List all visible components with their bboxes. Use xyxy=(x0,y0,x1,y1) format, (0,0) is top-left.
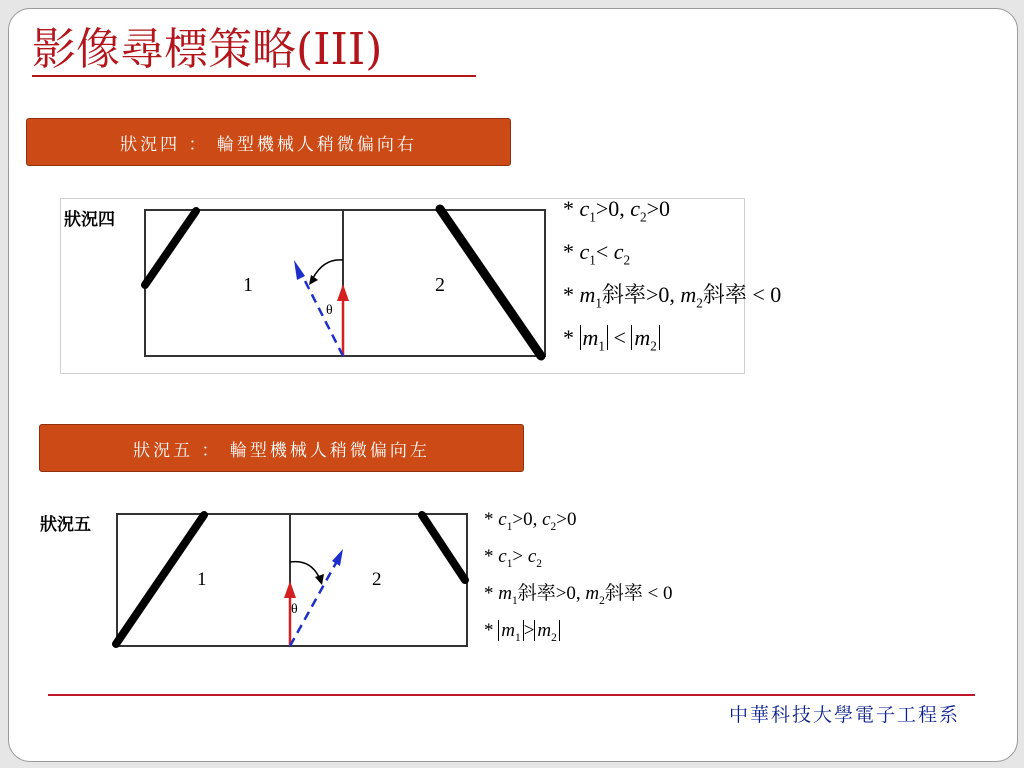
region-2-label: 2 xyxy=(372,569,382,590)
region-1-label: 1 xyxy=(197,569,207,590)
angle-arc-arrowhead xyxy=(315,574,324,585)
condition-line: * $c_1>0$, $c_2>0$ xyxy=(484,509,577,533)
case5-conditions xyxy=(484,509,673,657)
case4-conditions xyxy=(563,197,781,369)
right-lane-line xyxy=(440,209,541,356)
title-underline xyxy=(32,75,476,77)
robot-heading-arrowhead xyxy=(337,284,349,301)
footer-department: 中華科技大學電子工程系 xyxy=(728,704,960,726)
region-1-label: 1 xyxy=(243,274,253,296)
condition-line: * $c_1>0$, $c_2>0$ xyxy=(563,196,671,225)
target-direction-arrow xyxy=(302,275,343,356)
angle-arc xyxy=(290,562,319,577)
case5-banner: 狀況五 ： 輪型機械人稍微偏向左 xyxy=(39,424,524,472)
target-direction-arrowhead xyxy=(294,260,305,280)
case5-diagram-label: 狀況五 xyxy=(40,515,91,535)
page-title: 影像尋標策略(III) xyxy=(32,24,383,75)
case4-diagram-label: 狀況四 xyxy=(64,210,115,230)
condition-line: * $m_1$斜率>0, $m_2$斜率 < 0 xyxy=(484,583,673,607)
right-lane-line xyxy=(422,515,465,580)
left-lane-line xyxy=(116,515,204,644)
case5-diagram xyxy=(36,505,476,655)
field-outline xyxy=(145,210,545,356)
theta-label: θ xyxy=(291,602,298,617)
case4-banner: 狀況四 ： 輪型機械人稍微偏向右 xyxy=(26,118,511,166)
condition-line: * $m_1 < m_2$ xyxy=(563,326,781,369)
angle-arc xyxy=(313,260,343,278)
theta-label: θ xyxy=(326,303,333,318)
condition-line: * $c_1< c_2$ xyxy=(563,239,631,268)
condition-line: * $m_1$斜率>0, $m_2$斜率 < 0 xyxy=(563,282,782,311)
condition-line: * $c_1> c_2$ xyxy=(484,546,542,570)
robot-heading-arrowhead xyxy=(284,581,296,598)
condition-line: * $m_1 > m_2$ xyxy=(484,620,673,657)
left-lane-line xyxy=(145,211,196,285)
target-direction-arrowhead xyxy=(332,549,343,566)
footer-divider xyxy=(48,694,975,696)
field-outline xyxy=(117,514,467,646)
region-2-label: 2 xyxy=(435,274,445,296)
